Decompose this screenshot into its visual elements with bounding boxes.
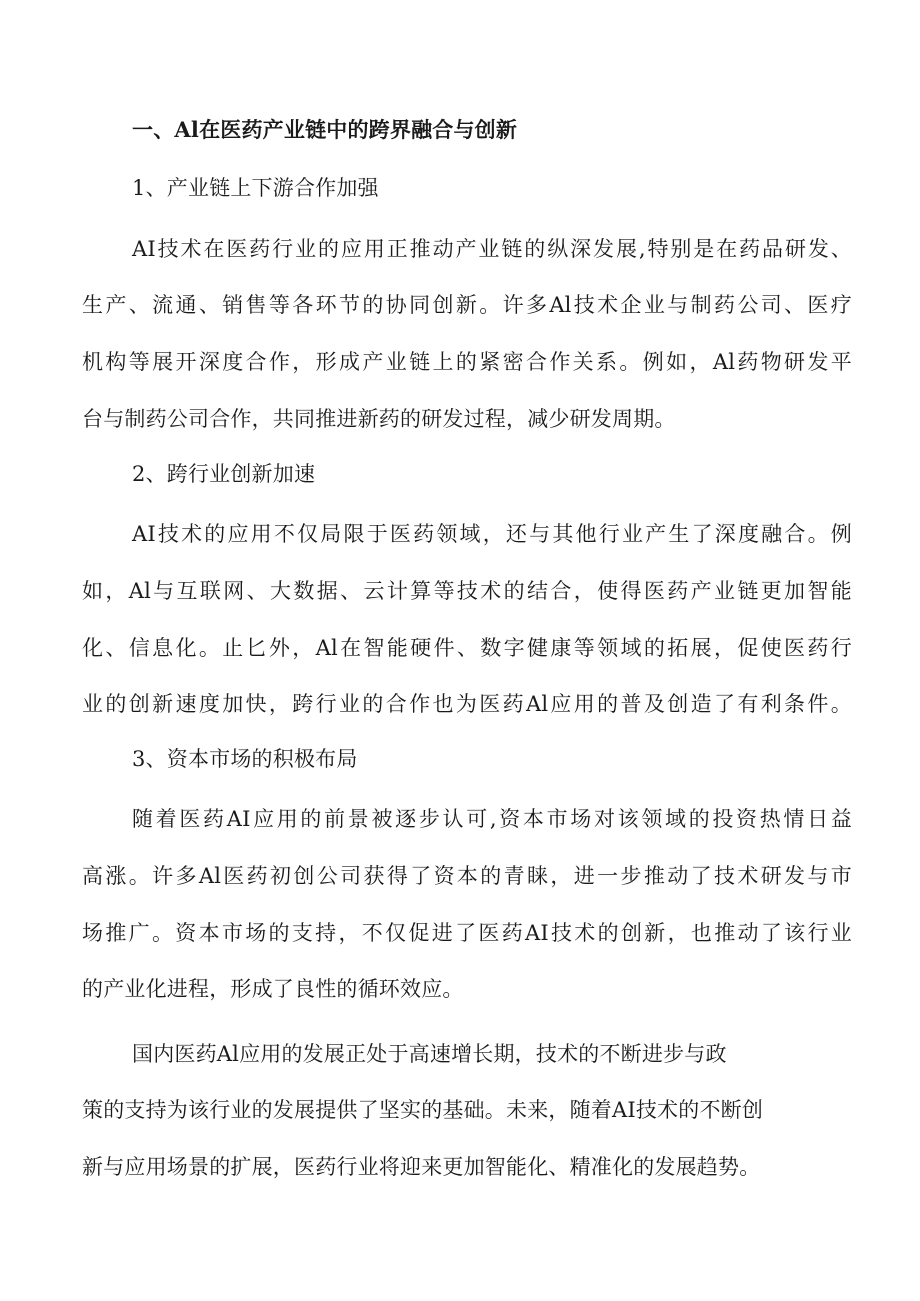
paragraph-3-line-4: 的产业化进程，形成了良性的循环效应。 (82, 977, 464, 1001)
paragraph-3-line-3: 场推广。资本市场的支持，不仅促进了医药AI技术的创新，也推动了该行业 (82, 921, 852, 945)
paragraph-1-line-4: 台与制药公司合作，共同推进新药的研发过程，减少研发周期。 (82, 407, 676, 431)
subsection-heading-1: 1、产业链上下游合作加强 (132, 176, 379, 200)
conclusion-line-1: 国内医药Al应用的发展正处于高速增长期，技术的不断进步与政 (132, 1042, 727, 1066)
paragraph-2-line-1: AI技术的应用不仅局限于医药领域，还与其他行业产生了深度融合。例 (132, 522, 852, 546)
paragraph-1-line-3: 机构等展开深度合作，形成产业链上的紧密合作关系。例如，Al药物研发平 (82, 350, 852, 374)
paragraph-3-line-1: 随着医药AI应用的前景被逐步认可,资本市场对该领域的投资热情日益 (132, 807, 852, 831)
paragraph-2-line-4: 业的创新速度加快，跨行业的合作也为医药Al应用的普及创造了有利条件。 (82, 692, 852, 716)
section-title: 一、Al在医药产业链中的跨界融合与创新 (132, 117, 518, 142)
subsection-heading-3: 3、资本市场的积极布局 (132, 747, 358, 771)
paragraph-2-line-3: 化、信息化。止匕外，Al在智能硬件、数字健康等领域的拓展，促使医药行 (82, 636, 852, 660)
conclusion-line-2: 策的支持为该行业的发展提供了坚实的基础。未来，随着AI技术的不断创 (82, 1098, 764, 1122)
conclusion-line-3: 新与应用场景的扩展，医药行业将迎来更加智能化、精准化的发展趋势。 (82, 1155, 761, 1179)
paragraph-2-line-2: 如，Al与互联网、大数据、云计算等技术的结合，使得医药产业链更加智能 (82, 579, 852, 603)
paragraph-1-line-1: AI技术在医药行业的应用正推动产业链的纵深发展,特别是在药品研发、 (132, 237, 852, 261)
paragraph-1-line-2: 生产、流通、销售等各环节的协同创新。许多Al技术企业与制药公司、医疗 (82, 293, 852, 317)
paragraph-3-line-2: 高涨。许多Al医药初创公司获得了资本的青睐，进一步推动了技术研发与市 (82, 864, 852, 888)
subsection-heading-2: 2、跨行业创新加速 (132, 462, 316, 486)
